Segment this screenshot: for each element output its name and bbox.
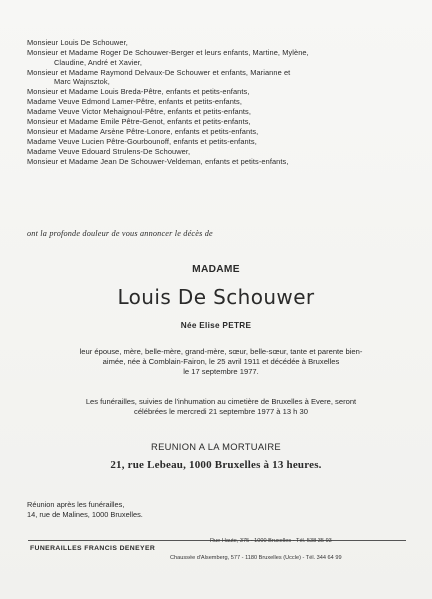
- mourner-text-continued: Marc Wajnsztok,: [54, 77, 110, 87]
- mourners-list: [27, 38, 422, 167]
- after-line: Réunion après les funérailles,: [27, 500, 125, 509]
- mourner-text: Monsieur et Madame Jean De Schouwer-Veldeman, enfants et petits-enfants,: [27, 157, 289, 167]
- undertaker-name: FUNERAILLES FRANCIS DENEYER: [30, 545, 156, 552]
- deceased-title: MADAME: [192, 264, 240, 275]
- funeral-line: célébrées le mercredi 21 septembre 1977 à 13 h 30: [134, 407, 308, 417]
- announcement-intro: ont la profonde douleur de vous annoncer le décès de: [27, 229, 213, 238]
- mourner-line: [27, 157, 422, 167]
- undertaker-contact: Chaussée d'Alsemberg, 577 - 1180 Bruxelles (Uccle) - Tél. 344 64 99: [170, 555, 342, 561]
- mourner-text: Monsieur et Madame Emile Pêtre-Genot, enfants et petits-enfants,: [27, 117, 251, 127]
- funeral-line: Les funérailles, suivies de l'inhumation au cimetière de Bruxelles à Evere, seront: [85, 397, 357, 406]
- mourner-line: [27, 117, 422, 127]
- mourner-text: Monsieur Louis De Schouwer,: [27, 38, 128, 47]
- mourner-text: Madame Veuve Edouard Strulens-De Schouwer,: [27, 147, 191, 157]
- deceased-description: [56, 347, 386, 378]
- reunion-heading: REUNION A LA MORTUAIRE: [151, 441, 281, 452]
- mourner-text: Monsieur et Madame Arsène Pêtre-Lonore, enfants et petits-enfants,: [27, 127, 259, 137]
- mourner-line: [27, 38, 422, 48]
- undertaker-contact: Rue Haute, 375 - 1000 Bruxelles - Tél. 538 35 93: [210, 538, 332, 544]
- mourner-text-continued: Claudine, André et Xavier,: [54, 57, 143, 67]
- deceased-name: Louis De Schouwer: [117, 285, 315, 309]
- maiden-name: Née Elise PETRE: [180, 321, 252, 330]
- mourner-line: [27, 127, 422, 137]
- mourner-line: [27, 87, 422, 97]
- mourner-text: Monsieur et Madame Roger De Schouwer-Berger et leurs enfants, Martine, Mylène,: [27, 47, 309, 57]
- mourner-line: [27, 68, 422, 87]
- description-line: le 17 septembre 1977.: [183, 367, 259, 377]
- mourner-text: Monsieur et Madame Louis Breda-Pêtre, enfants et petits-enfants,: [27, 87, 250, 97]
- mortuary-address: 21, rue Lebeau, 1000 Bruxelles à 13 heures.: [110, 459, 322, 471]
- mourner-text: Madame Veuve Edmond Lamer-Pêtre, enfants et petits-enfants,: [27, 97, 243, 107]
- mourner-line: [27, 147, 422, 157]
- mourner-line: [27, 97, 422, 107]
- mourner-text: Madame Veuve Victor Mehaignoul-Pêtre, enfants et petits-enfants,: [27, 107, 252, 117]
- description-line: aimée, née à Comblain-Fairon, le 25 avril 1911 et décédée à Bruxelles: [102, 357, 340, 367]
- mourner-text: Madame Veuve Lucien Pêtre-Gourbounoff, enfants et petits-enfants,: [27, 137, 257, 147]
- after-line: 14, rue de Malines, 1000 Bruxelles.: [27, 510, 143, 519]
- mourner-text: Monsieur et Madame Raymond Delvaux-De Schouwer et enfants, Marianne et: [27, 67, 291, 77]
- funeral-details: [56, 397, 386, 417]
- mourner-line: [27, 137, 422, 147]
- description-line: leur épouse, mère, belle-mère, grand-mère, sœur, belle-sœur, tante et parente bien-: [79, 347, 363, 356]
- after-funeral-info: [27, 500, 267, 520]
- mourner-line: [27, 107, 422, 117]
- mourner-line: [27, 48, 422, 67]
